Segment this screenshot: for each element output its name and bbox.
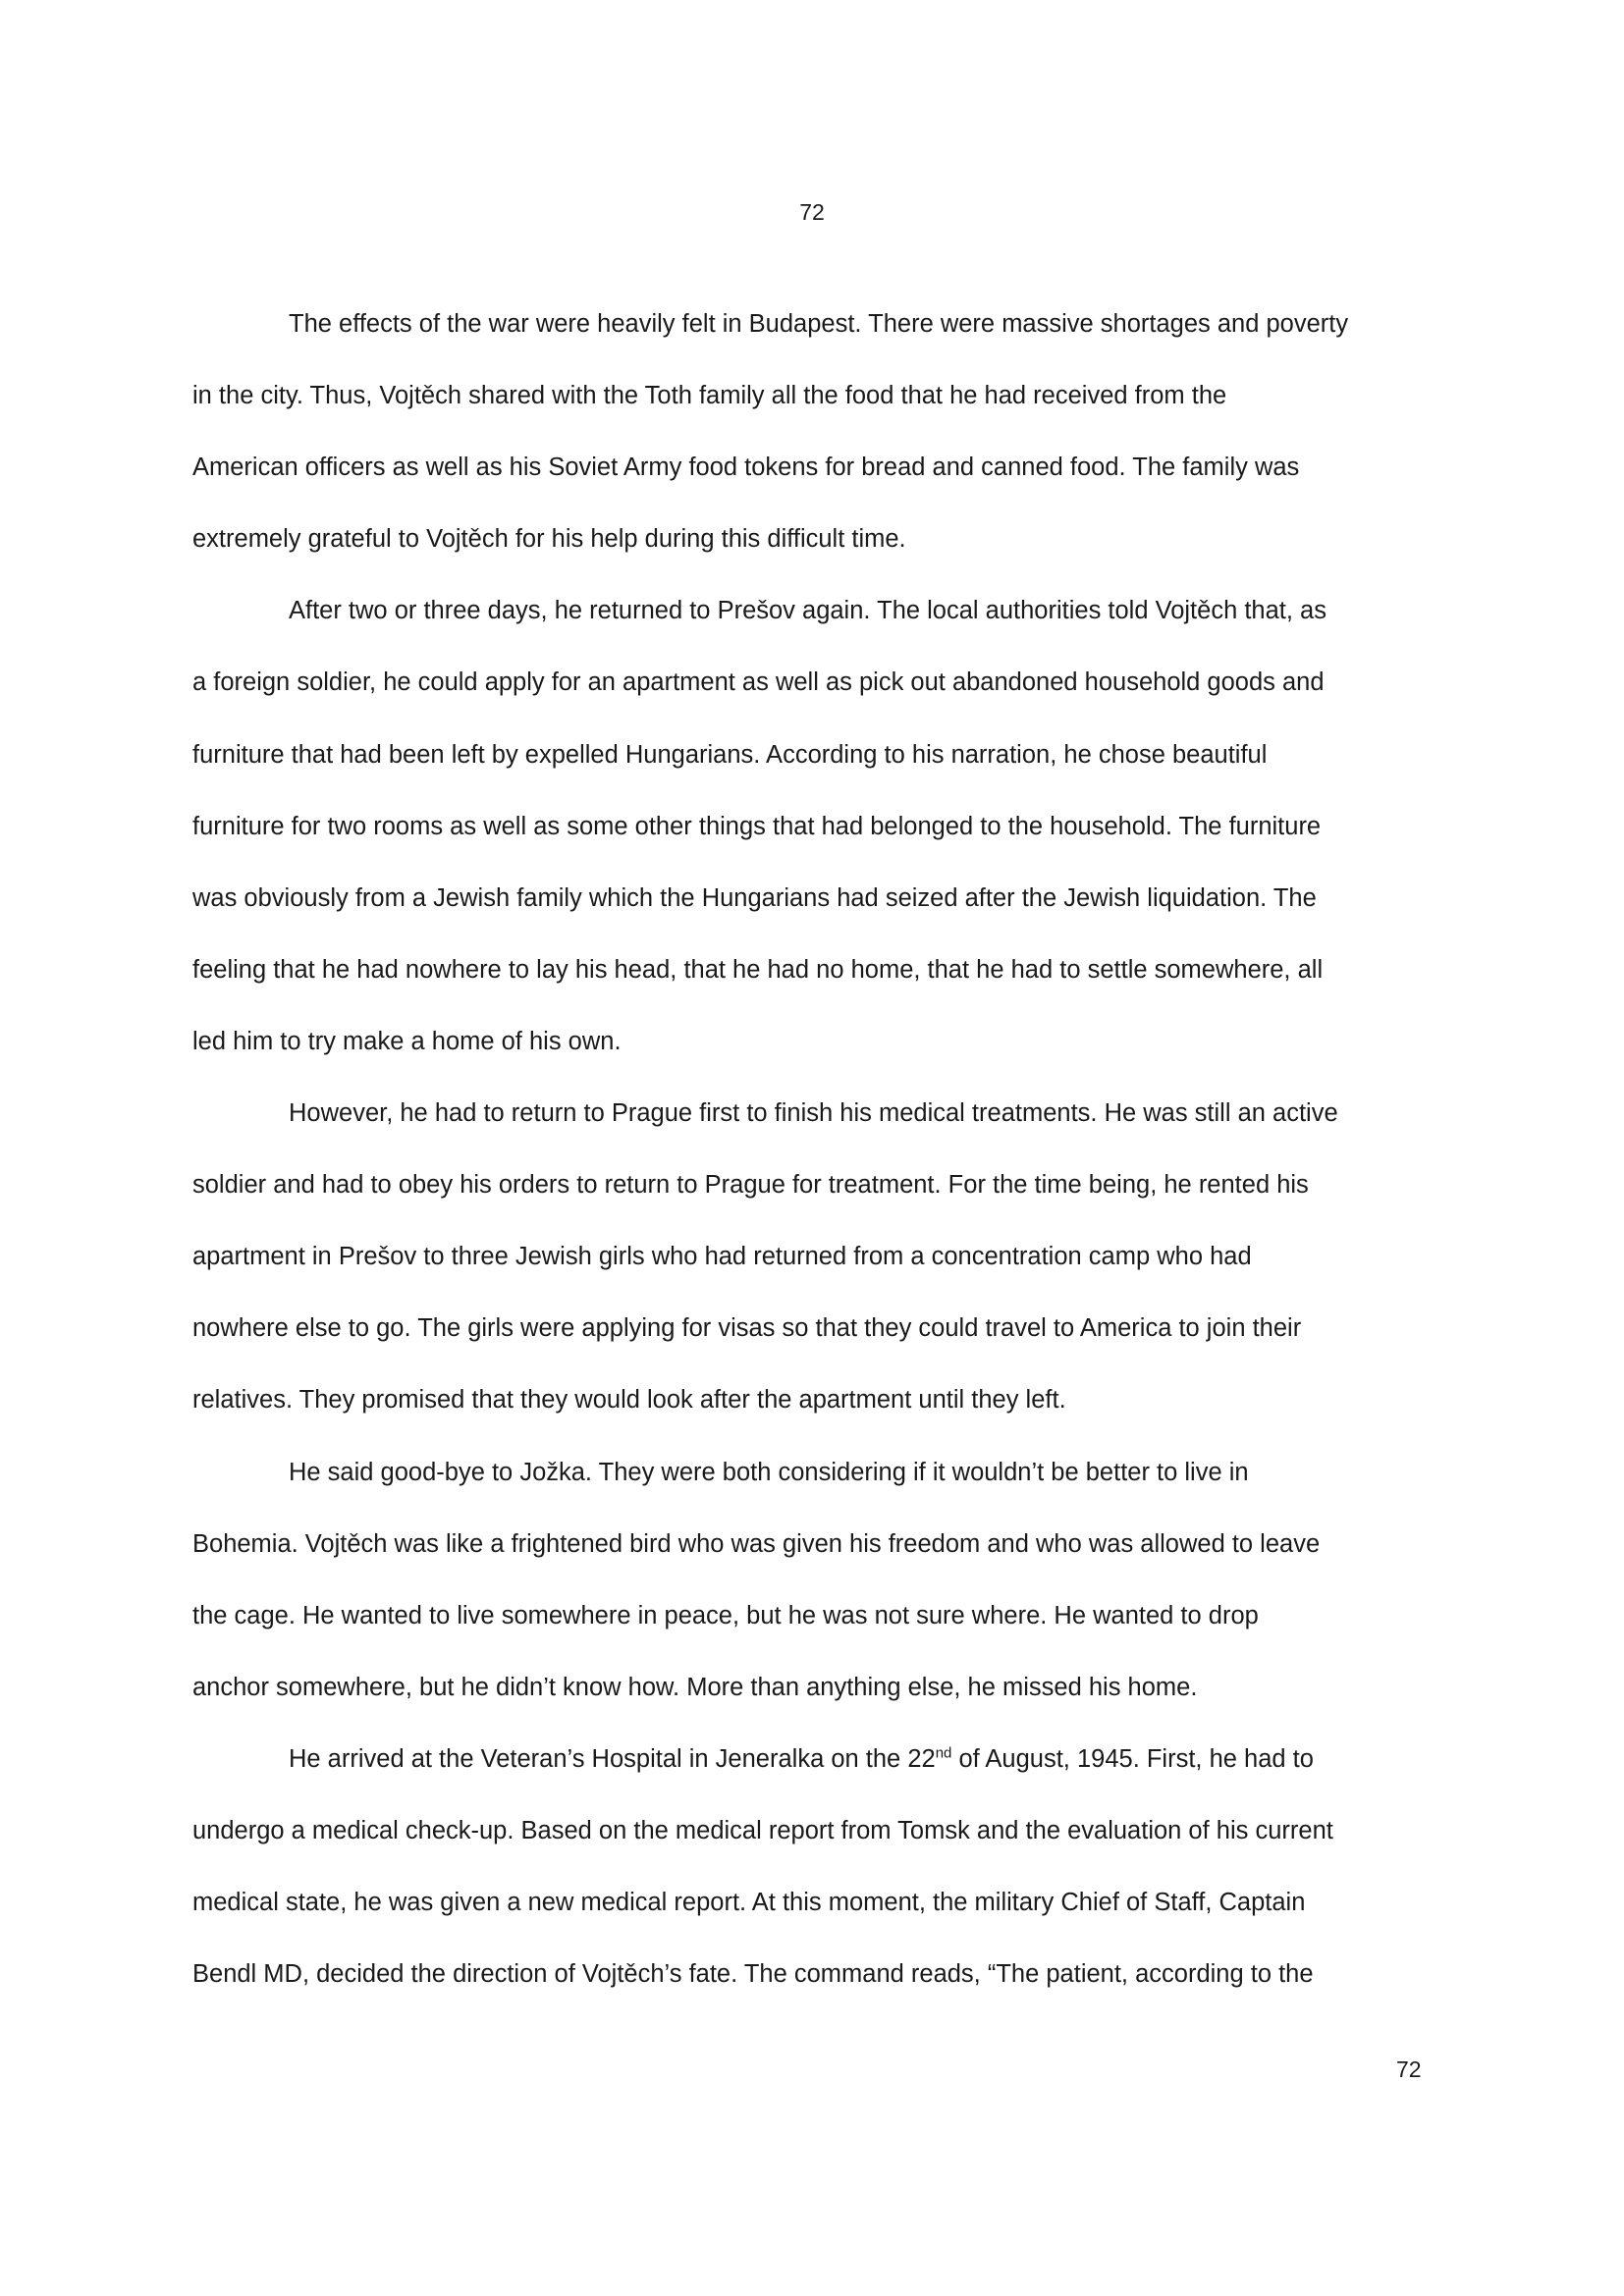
text-line: nowhere else to go. The girls were applying for visas so that they could travel to America to join their xyxy=(192,1314,1302,1343)
ordinal-superscript: nd xyxy=(935,1744,952,1762)
text-line: led him to try make a home of his own. xyxy=(192,1027,622,1055)
page-number-top: 72 xyxy=(799,199,825,225)
paragraph-5 xyxy=(192,1724,1435,2010)
text-line: apartment in Prešov to three Jewish girls who had returned from a concentration camp who had xyxy=(192,1243,1252,1271)
text-line: furniture for two rooms as well as some other things that had belonged to the household. The furniture xyxy=(192,812,1322,840)
text-line: the cage. He wanted to live somewhere in peace, but he was not sure where. He wanted to drop xyxy=(192,1601,1259,1629)
text-line: in the city. Thus, Vojtěch shared with the Toth family all the food that he had received from the xyxy=(192,382,1227,410)
text-line: undergo a medical check-up. Based on the medical report from Tomsk and the evaluation of his current xyxy=(192,1816,1333,1844)
text-line: Bendl MD, decided the direction of Vojtěch’s fate. The command reads, “The patient, according to the xyxy=(192,1960,1314,1989)
text-line: soldier and had to obey his orders to return to Prague for treatment. For the time being, he rented his xyxy=(192,1171,1309,1200)
text-line: After two or three days, he returned to Prešov again. The local authorities told Vojtěch that, as xyxy=(289,597,1326,625)
text-line: The effects of the war were heavily felt in Budapest. There were massive shortages and poverty xyxy=(289,310,1349,338)
body-text xyxy=(192,289,1435,2010)
text-line: furniture that had been left by expelled Hungarians. According to his narration, he chose beautiful xyxy=(192,740,1268,769)
text-line: extremely grateful to Vojtěch for his help during this difficult time. xyxy=(192,525,906,554)
paragraph-1 xyxy=(192,289,1435,575)
page-number-bottom: 72 xyxy=(1396,2056,1422,2082)
text-line: anchor somewhere, but he didn’t know how. More than anything else, he missed his home. xyxy=(192,1673,1198,1701)
text-line: However, he had to return to Prague first to finish his medical treatments. He was still an active xyxy=(289,1099,1338,1128)
text-line: He said good-bye to Jožka. They were both considering if it wouldn’t be better to live in xyxy=(289,1458,1249,1486)
text-line: was obviously from a Jewish family which the Hungarians had seized after the Jewish liquidation. The xyxy=(192,883,1317,912)
paragraph-3 xyxy=(192,1078,1435,1436)
text-segment: of August, 1945. First, he had to xyxy=(951,1744,1314,1773)
paragraph-4 xyxy=(192,1437,1435,1724)
text-line xyxy=(192,1724,1435,1795)
text-line: a foreign soldier, he could apply for an apartment as well as pick out abandoned household goods and xyxy=(192,668,1325,697)
text-line: feeling that he had nowhere to lay his head, that he had no home, that he had to settle somewhere, all xyxy=(192,955,1324,984)
text-line: Bohemia. Vojtěch was like a frightened bird who was given his freedom and who was allowed to leave xyxy=(192,1529,1321,1558)
text-segment: He arrived at the Veteran’s Hospital in Jeneralka on the 22 xyxy=(289,1744,936,1773)
text-line: American officers as well as his Soviet Army food tokens for bread and canned food. The family was xyxy=(192,454,1300,482)
paragraph-2 xyxy=(192,575,1435,1078)
text-line: relatives. They promised that they would look after the apartment until they left. xyxy=(192,1386,1066,1415)
text-line: medical state, he was given a new medical report. At this moment, the military Chief of Staff, Captain xyxy=(192,1889,1306,1917)
